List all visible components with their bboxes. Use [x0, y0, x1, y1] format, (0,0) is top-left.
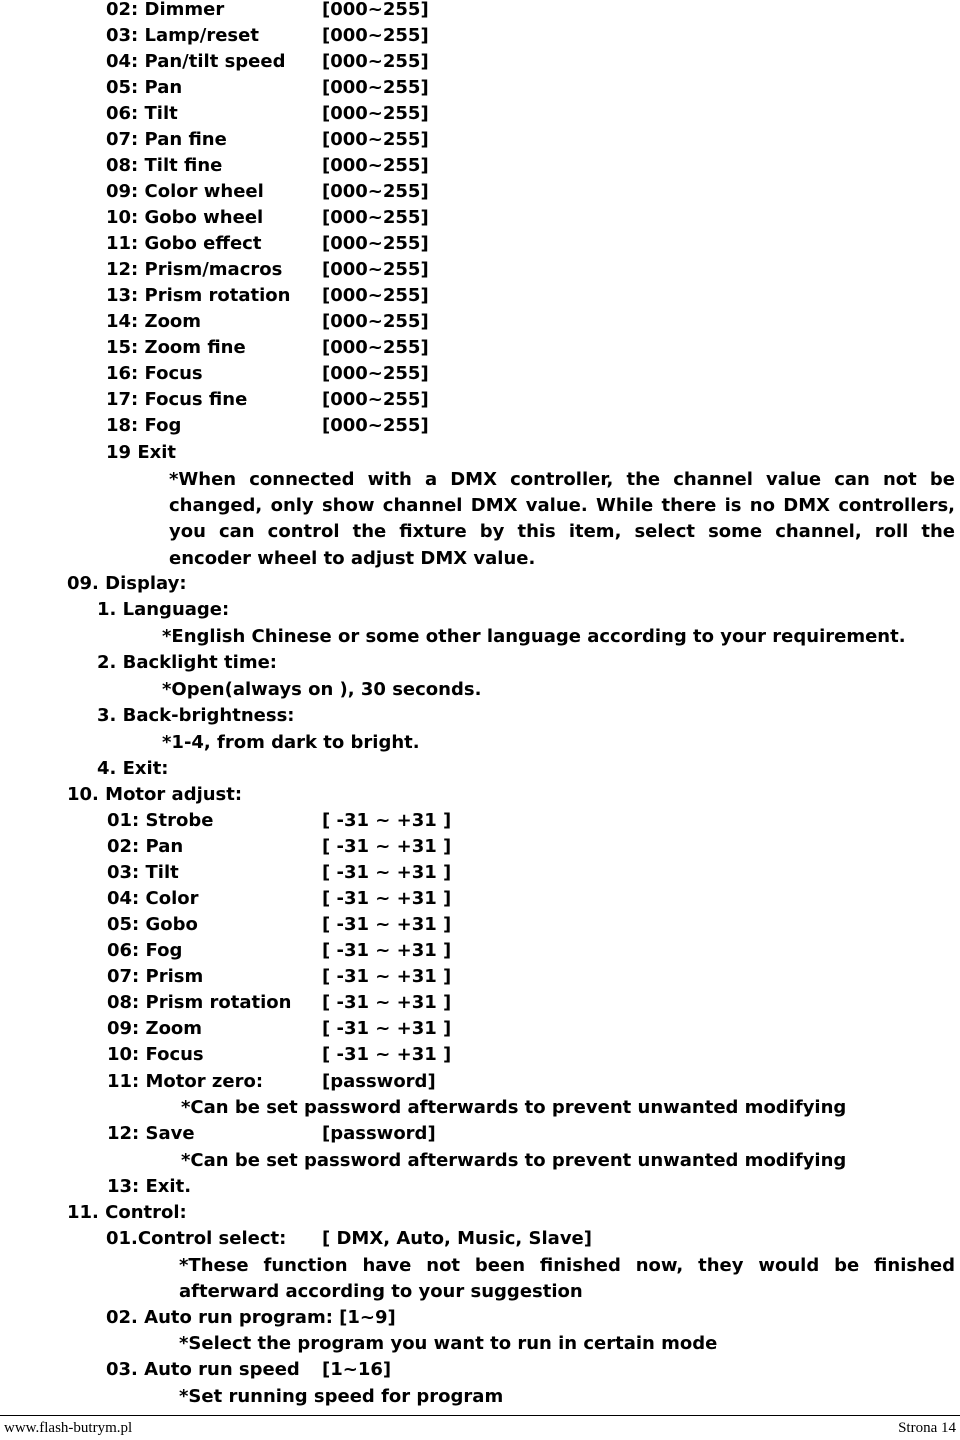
backlight-item: 2. Backlight time:: [97, 652, 277, 673]
dmx-note: *When connected with a DMX controller, the channel value can not be changed, only show channel DMX value. While there is no DMX controllers, you can control the fixture by this item, select some channel, roll the encoder wheel to adjust DMX value.: [169, 469, 955, 569]
auto-speed-note: *Set running speed for program: [179, 1386, 504, 1407]
language-item: 1. Language:: [97, 599, 230, 620]
page-footer: [0, 1415, 960, 1440]
dmx-exit-item: 19 Exit: [106, 442, 176, 463]
motor-save-note: *Can be set password afterwards to prevent unwanted modifying: [181, 1150, 847, 1171]
motor-exit-item: 13: Exit.: [107, 1176, 192, 1197]
display-heading: 09. Display:: [67, 573, 187, 594]
language-note: *English Chinese or some other language according to your requirement.: [162, 626, 906, 647]
brightness-note: *1-4, from dark to bright.: [162, 732, 420, 753]
auto-program-note: *Select the program you want to run in certain mode: [179, 1333, 718, 1354]
display-exit-item: 4. Exit:: [97, 758, 169, 779]
control-heading: 11. Control:: [67, 1202, 187, 1223]
footer-page-number: Strona 14: [898, 1420, 956, 1436]
brightness-item: 3. Back-brightness:: [97, 705, 295, 726]
document-page: 02: Dimmer [000~255] 03: Lamp/reset [000~255] 04: Pan/tilt speed [000~255] 05: Pan [000~255] 06: Tilt [000~255] 07: Pan fine [000~255] 08: Tilt fine [000~255] 09: Color wheel [000~255] 10: Gobo wheel [000~255] 11: Gobo effect [000~255] 12: Prism/macros [000~255] 13: Prism rotation [000~255] 14: Zoom [000~255] 15: Zoom fine [000~255] 16: Focus [000~255] 17: Focus fine [000~255] 18: Fog [000~255] 19 Exit *When connected with a DMX controller, the channel value can not be changed, only show channel DMX value. While there is no DMX controllers, you can control the fixture by this item, select some channel, roll the encoder wheel to adjust DMX value. 09. Display: 1. Language: *English Chinese or some other language according to your requirement. 2. Backlight time: *Open(always on ), 30 seconds. 3. Back-brightness: *1-4, from dark to bright. 4. Exit: 10. Motor adjust: 01: Strobe [ -31 ~ +31 ] 02: Pan [ -31 ~ +31 ] 03: Tilt [ -31 ~ +31 ] 04: Color [ -31 ~ +31 ] 05: Gobo [ -31 ~ +31 ] 06: Fog [ -31 ~ +31 ] 07: Prism [ -31 ~ +31 ] 08: Prism rotation [ -31 ~ +31 ] 09: Zoom [ -31 ~ +31 ] 10: Focus [ -31 ~ +31 ] 11: Motor zero: [password] *Can be set password afterwards to prevent unwanted modifying 12: Save [password] *Can be set password afterwards to prevent unwanted modifying 13: Exit. 11. Control: 01.Control select: [ DMX, Auto, Music, Slave] *These function have not been finished now, they would be finished afterward according to your suggestion 02. Auto run program: [1~9] *Select the program you want to run in certain mode 03. Auto run speed [1~16] *Set running speed for program www.flash-butrym.pl Strona 14: [0, 0, 960, 1439]
motor-heading: 10. Motor adjust:: [67, 784, 243, 805]
control-select-note: *These function have not been finished now, they would be finished afterward according to your suggestion: [179, 1255, 955, 1303]
motor-zero-note: *Can be set password afterwards to prevent unwanted modifying: [181, 1097, 847, 1118]
footer-site: www.flash-butrym.pl: [4, 1420, 133, 1436]
backlight-note: *Open(always on ), 30 seconds.: [162, 679, 482, 700]
auto-program-item: 02. Auto run program: [1~9]: [106, 1307, 396, 1328]
